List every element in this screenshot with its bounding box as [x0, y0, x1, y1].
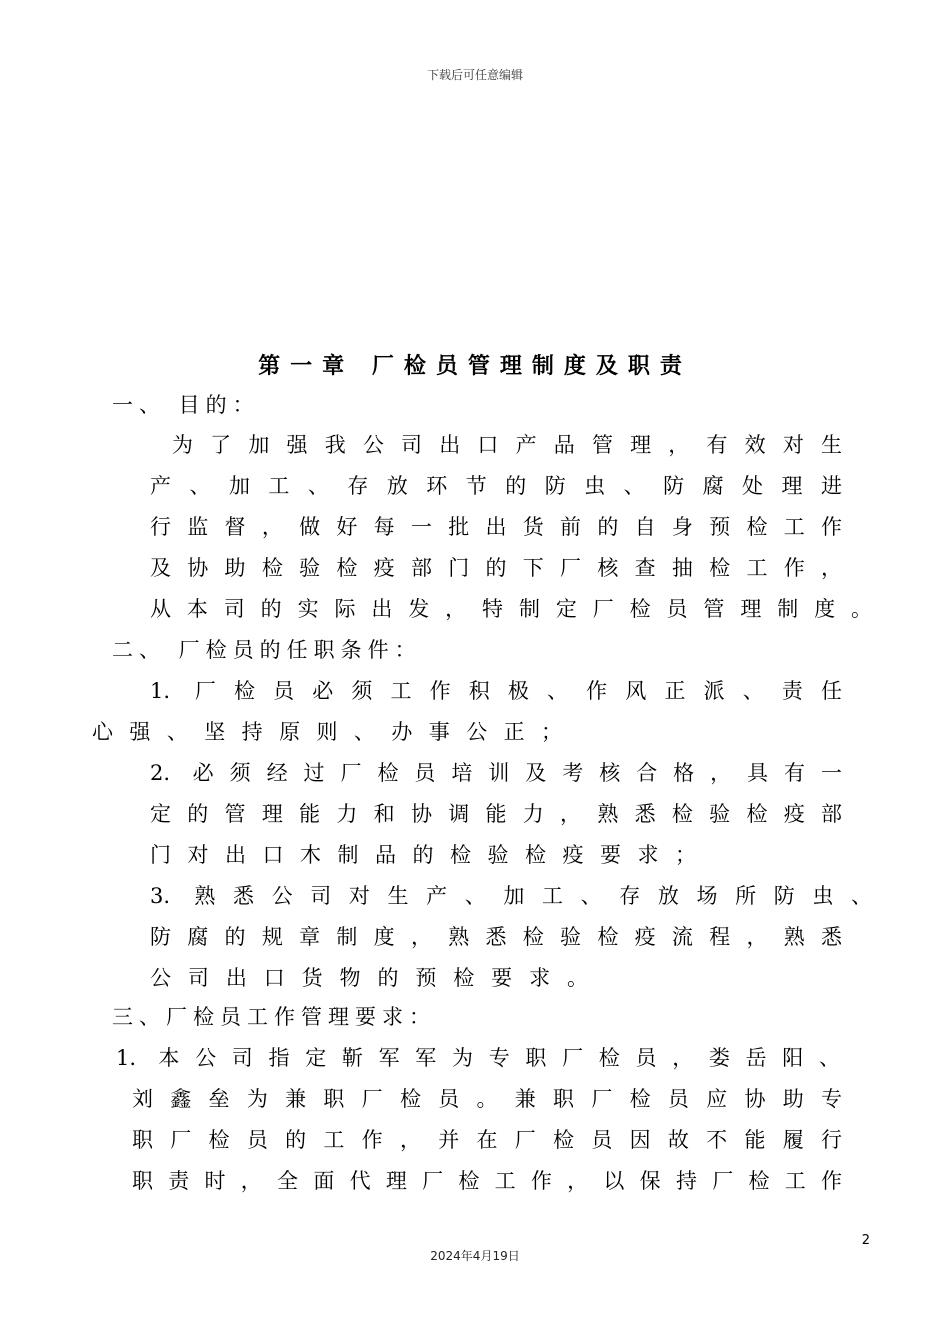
list-item-line: 门对出口木制品的检验检疫要求；	[150, 843, 696, 867]
list-item-line: 3. 熟悉公司对生产、加工、存放场所防虫、	[150, 884, 872, 908]
list-item-line: 职责时，全面代理厂检工作，以保持厂检工作	[132, 1169, 842, 1193]
section-heading-purpose: 一、 目的：	[112, 393, 260, 417]
chapter-title: 第一章 厂检员管理制度及职责	[258, 353, 692, 379]
section-heading-work-requirements: 三、厂检员工作管理要求：	[112, 1005, 436, 1029]
list-item-line: 公司出口货物的预检要求。	[150, 966, 588, 990]
list-item-line: 定的管理能力和协调能力，熟悉检验检疫部	[150, 802, 842, 826]
paragraph-line: 行监督，做好每一批出货前的自身预检工作	[150, 515, 842, 539]
header-note: 下载后可任意编辑	[426, 68, 523, 82]
list-item-line: 防腐的规章制度，熟悉检验检疫流程，熟悉	[150, 925, 842, 949]
list-item-line: 心强、坚持原则、办事公正；	[92, 720, 562, 744]
paragraph-line: 从本司的实际出发，特制定厂检员管理制度。	[150, 597, 872, 621]
list-item-line: 2. 必须经过厂检员培训及考核合格，具有一	[150, 761, 842, 785]
list-item-line: 1. 厂检员必须工作积极、作风正派、责任	[150, 679, 842, 703]
section-heading-qualifications: 二、 厂检员的任职条件：	[112, 638, 422, 662]
footer-date: 2024年4月19日	[430, 1249, 520, 1263]
list-item-line: 职厂检员的工作，并在厂检员因故不能履行	[132, 1128, 842, 1152]
paragraph-line: 为了加强我公司出口产品管理，有效对生	[172, 433, 842, 457]
page-number: 2	[861, 1233, 870, 1248]
list-item-line: 1. 本公司指定靳军军为专职厂检员，娄岳阳、	[116, 1046, 840, 1070]
list-item-line: 刘鑫垒为兼职厂检员。兼职厂检员应协助专	[132, 1087, 842, 1111]
paragraph-line: 产、加工、存放环节的防虫、防腐处理进	[150, 474, 842, 498]
paragraph-line: 及协助检验检疫部门的下厂核查抽检工作，	[150, 556, 842, 580]
